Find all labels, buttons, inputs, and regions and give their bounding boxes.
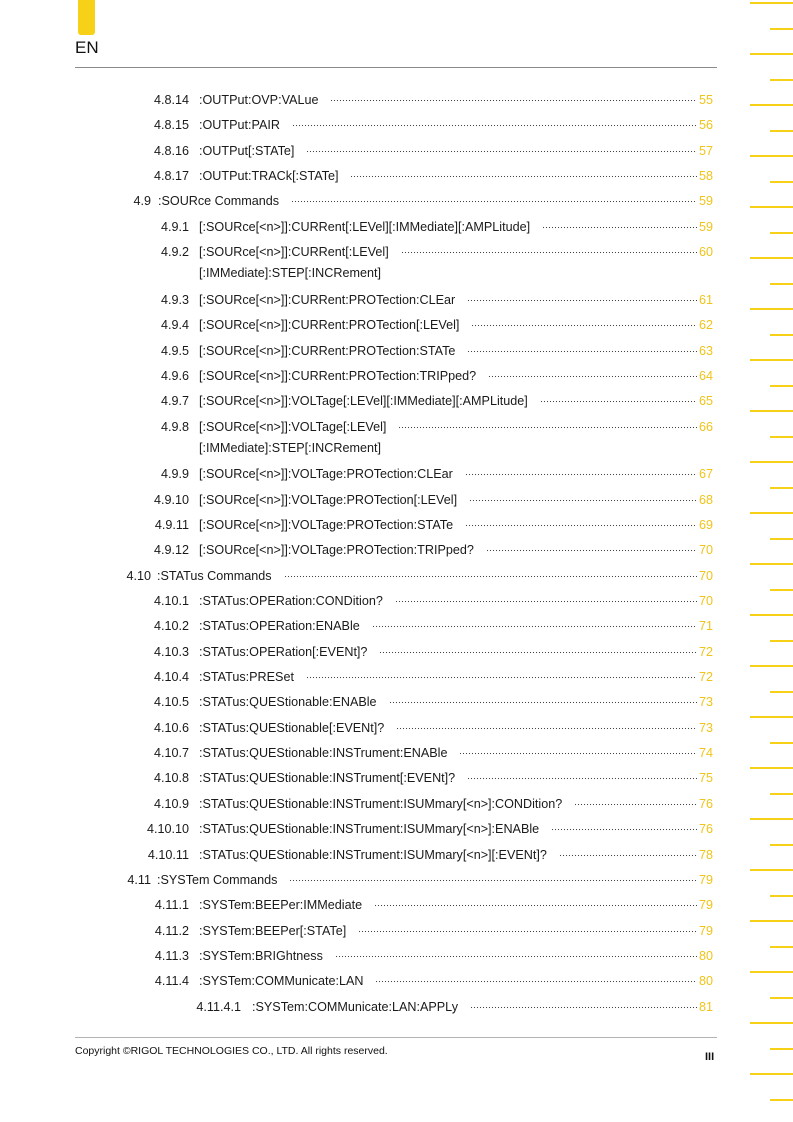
toc-entry-number: 4.9.5 — [160, 343, 189, 358]
toc-entry-number: 4.11.4 — [154, 974, 189, 989]
edge-stripe — [750, 104, 793, 106]
toc-entry[interactable] — [0, 667, 793, 692]
toc-entry-page-link[interactable]: 63 — [699, 343, 714, 358]
toc-entry[interactable] — [0, 490, 793, 515]
toc-entry[interactable] — [0, 464, 793, 489]
toc-entry-number: 4.11.1 — [154, 898, 189, 913]
toc-entry[interactable] — [0, 515, 793, 540]
edge-stripe — [750, 155, 793, 157]
toc-entry-page-link[interactable]: 70 — [699, 594, 714, 608]
toc-entry-title[interactable]: [:SOURce[<n>]]:VOLTage:PROTection:CLEar — [199, 467, 453, 482]
edge-stripe — [750, 716, 793, 718]
toc-entry-title[interactable]: [:SOURce[<n>]]:VOLTage:PROTection:TRIPped? — [199, 543, 474, 558]
toc-entry-number: 4.9.12 — [153, 543, 189, 558]
edge-stripe — [750, 461, 793, 463]
toc-entry[interactable] — [0, 819, 793, 844]
toc-entry[interactable] — [0, 768, 793, 793]
edge-stripe — [750, 2, 793, 4]
toc-entry-title-continued[interactable]: [:IMMediate]:STEP[:INCRement] — [199, 440, 381, 455]
edge-stripe — [770, 232, 793, 234]
toc-entry-number: 4.11.4.1 — [196, 999, 241, 1014]
edge-stripe — [750, 53, 793, 55]
toc-entry-page-link[interactable]: 79 — [699, 923, 714, 938]
edge-stripe — [770, 1099, 793, 1101]
edge-stripe-decoration — [750, 0, 793, 1122]
toc-entry-title[interactable]: [:SOURce[<n>]]:VOLTage:PROTection:STATe — [199, 517, 454, 532]
toc-entry-page-link[interactable]: 61 — [699, 292, 714, 307]
toc-entry-page-link[interactable]: 65 — [699, 394, 714, 409]
edge-stripe — [750, 359, 793, 361]
toc-entry[interactable] — [0, 743, 793, 768]
toc-leader-dots — [395, 600, 697, 603]
toc-leader-dots — [459, 752, 697, 755]
toc-entry-title[interactable]: :STATus Commands — [157, 568, 272, 583]
toc-leader-dots — [467, 777, 697, 780]
edge-stripe — [770, 79, 793, 81]
toc-entry-page-link[interactable]: 79 — [699, 898, 714, 913]
toc-entry-number: 4.11.2 — [154, 923, 189, 938]
toc-entry-number: 4.10.7 — [153, 746, 189, 761]
toc-leader-dots — [358, 930, 697, 933]
toc-entry-page-link[interactable]: 81 — [699, 999, 714, 1014]
toc-entry-page-link[interactable]: 74 — [699, 746, 714, 761]
toc-entry[interactable] — [0, 794, 793, 819]
toc-entry[interactable] — [0, 946, 793, 971]
toc-leader-dots — [389, 701, 697, 704]
language-label: EN — [75, 38, 99, 57]
toc-entry-title[interactable]: [:SOURce[<n>]]:VOLTage[:LEVel] — [199, 419, 387, 434]
toc-entry-number: 4.10.9 — [153, 796, 189, 811]
toc-entry-number: 4.10.5 — [153, 695, 189, 710]
toc-entry-page-link[interactable]: 60 — [699, 245, 714, 260]
footer-page-number: III — [705, 1051, 715, 1063]
toc-entry-number: 4.10.11 — [147, 847, 189, 862]
toc-entry-page-link[interactable]: 59 — [699, 219, 714, 234]
toc-leader-dots — [375, 980, 697, 983]
toc-entry-page-link[interactable]: 73 — [699, 695, 714, 710]
toc-entry-number: 4.9.6 — [160, 368, 189, 383]
toc-entry[interactable] — [0, 141, 793, 166]
toc-entry-title[interactable]: :STATus:QUEStionable:ENABle — [199, 695, 377, 710]
edge-stripe — [750, 971, 793, 973]
toc-entry-title[interactable]: :STATus:QUEStionable:INSTrument:ISUMmary[<n>][:EVENt]? — [199, 847, 547, 862]
toc-entry-page-link[interactable]: 67 — [699, 467, 714, 482]
toc-leader-dots — [335, 955, 697, 958]
toc-entry-title[interactable]: :STATus:PRESet — [199, 670, 294, 685]
toc-entry[interactable] — [0, 921, 793, 946]
copyright-notice: Copyright ©RIGOL TECHNOLOGIES CO., LTD. All rights reserved. — [75, 1045, 388, 1057]
toc-entry-page-link[interactable]: 76 — [699, 822, 714, 837]
toc-leader-dots — [350, 175, 697, 178]
toc-entry-number: 4.10 — [126, 568, 151, 583]
toc-entry-number: 4.10.4 — [153, 670, 189, 685]
toc-entry-number: 4.9.1 — [160, 219, 189, 234]
chapter-tab — [78, 0, 95, 35]
edge-stripe — [770, 640, 793, 642]
edge-stripe — [770, 844, 793, 846]
toc-entry-number: 4.9.11 — [154, 517, 189, 532]
toc-leader-dots — [289, 879, 697, 882]
toc-entry-title[interactable]: :OUTPut:OVP:VALue — [199, 93, 319, 107]
edge-stripe — [770, 742, 793, 744]
toc-entry-title[interactable]: :SYSTem:COMMunicate:LAN:APPLy — [252, 999, 459, 1014]
toc-entry-number: 4.10.10 — [146, 822, 189, 837]
toc-entry-number: 4.8.16 — [153, 143, 189, 158]
toc-leader-dots — [470, 1006, 697, 1009]
edge-stripe — [750, 818, 793, 820]
toc-entry[interactable] — [0, 115, 793, 140]
toc-entry-title[interactable]: :SYSTem:BEEPer:IMMediate — [199, 898, 363, 913]
edge-stripe — [750, 869, 793, 871]
toc-leader-dots — [372, 625, 697, 628]
toc-leader-dots — [540, 400, 697, 403]
edge-stripe — [750, 920, 793, 922]
footer-divider — [75, 1037, 717, 1038]
edge-stripe — [750, 257, 793, 259]
edge-stripe — [770, 691, 793, 693]
edge-stripe — [770, 538, 793, 540]
toc-entry[interactable] — [0, 290, 793, 315]
toc-leader-dots — [574, 803, 697, 806]
edge-stripe — [770, 130, 793, 132]
toc-leader-dots — [330, 99, 697, 102]
toc-entry[interactable] — [0, 90, 793, 115]
toc-entry-page-link[interactable]: 80 — [699, 974, 714, 989]
toc-entry-number: 4.9.7 — [160, 394, 189, 409]
toc-entry-number: 4.9.9 — [160, 467, 189, 482]
toc-leader-dots — [396, 727, 697, 730]
edge-stripe — [770, 487, 793, 489]
toc-entry[interactable] — [0, 566, 793, 591]
toc-entry-number: 4.8.17 — [153, 169, 189, 184]
toc-entry-page-link[interactable]: 62 — [699, 318, 714, 333]
toc-entry-number: 4.10.1 — [153, 594, 189, 608]
toc-entry-title[interactable]: :SYSTem:BEEPer[:STATe] — [199, 923, 347, 938]
toc-entry-title[interactable]: :STATus:OPERation:ENABle — [199, 619, 360, 634]
toc-leader-dots — [471, 324, 697, 327]
toc-leader-dots — [291, 200, 697, 203]
toc-entry-page-link[interactable]: 72 — [699, 644, 714, 659]
toc-entry-page-link[interactable]: 80 — [699, 948, 714, 963]
toc-entry-number: 4.9.4 — [160, 318, 189, 333]
edge-stripe — [750, 767, 793, 769]
toc-entry[interactable] — [0, 540, 793, 565]
toc-entry-title[interactable]: [:SOURce[<n>]]:CURRent:PROTection[:LEVel] — [199, 318, 460, 333]
toc-entry-number: 4.10.6 — [153, 720, 189, 735]
toc-entry[interactable] — [0, 616, 793, 641]
toc-entry[interactable] — [0, 870, 793, 895]
toc-entry-page-link[interactable]: 66 — [699, 419, 714, 434]
toc-entry-number: 4.9.2 — [160, 245, 189, 260]
toc-entry-page-link[interactable]: 68 — [699, 492, 714, 507]
edge-stripe — [750, 206, 793, 208]
toc-entry-page-link[interactable]: 78 — [699, 847, 714, 862]
toc-entry[interactable] — [0, 166, 793, 191]
toc-entry-title[interactable]: [:SOURce[<n>]]:CURRent[:LEVel][:IMMediate][:AMPLitude] — [199, 219, 531, 234]
toc-entry[interactable] — [0, 366, 793, 391]
toc-entry-page-link[interactable]: 75 — [699, 771, 714, 786]
toc-entry-page-link[interactable]: 73 — [699, 720, 714, 735]
toc-entry-page-link[interactable]: 70 — [699, 568, 714, 583]
toc-entry-number: 4.10.8 — [153, 771, 189, 786]
edge-stripe — [770, 334, 793, 336]
toc-entry-title[interactable]: :OUTPut:TRACk[:STATe] — [199, 169, 339, 184]
toc-leader-dots — [559, 854, 697, 857]
toc-entry-number: 4.8.15 — [153, 118, 189, 133]
toc-entry[interactable] — [0, 341, 793, 366]
toc-entry-title[interactable]: :OUTPut[:STATe] — [199, 143, 295, 158]
toc-entry[interactable] — [0, 997, 793, 1022]
toc-leader-dots — [306, 150, 697, 153]
toc-entry-number: 4.9.3 — [160, 292, 189, 307]
toc-entry-page-link[interactable]: 56 — [699, 118, 714, 133]
toc-entry[interactable] — [0, 391, 793, 416]
toc-entry[interactable] — [0, 191, 793, 216]
toc-entry-number: 4.9.10 — [153, 492, 189, 507]
toc-entry-title[interactable]: :STATus:OPERation:CONDition? — [199, 594, 383, 608]
toc-leader-dots — [398, 426, 697, 429]
edge-stripe — [750, 665, 793, 667]
edge-stripe — [770, 793, 793, 795]
toc-entry-page-link[interactable]: 76 — [699, 796, 714, 811]
header-divider — [75, 67, 717, 68]
toc-entry[interactable] — [0, 971, 793, 996]
toc-entry-page-link[interactable]: 58 — [699, 169, 714, 184]
toc-entry-title[interactable]: :STATus:QUEStionable:INSTrument[:EVENt]? — [199, 771, 456, 786]
edge-stripe — [750, 410, 793, 412]
edge-stripe — [770, 436, 793, 438]
edge-stripe — [770, 946, 793, 948]
edge-stripe — [750, 308, 793, 310]
toc-entry-title[interactable]: :STATus:QUEStionable:INSTrument:ISUMmary[<n>]:CONDition? — [199, 796, 563, 811]
toc-entry-title[interactable]: :SYSTem Commands — [157, 872, 278, 887]
toc-entry[interactable] — [0, 642, 793, 667]
toc-entry-page-link[interactable]: 72 — [699, 670, 714, 685]
edge-stripe — [750, 614, 793, 616]
toc-entry[interactable] — [0, 315, 793, 340]
toc-leader-dots — [488, 375, 697, 378]
toc-entry-title[interactable]: :STATus:QUEStionable:INSTrument:ENABle — [199, 746, 448, 761]
toc-entry-number: 4.11.3 — [154, 948, 189, 963]
toc-entry-number: 4.9.8 — [160, 419, 189, 434]
edge-stripe — [750, 1022, 793, 1024]
edge-stripe — [770, 283, 793, 285]
toc-entry[interactable] — [0, 417, 793, 468]
toc-entry-number: 4.10.2 — [153, 619, 189, 634]
toc-leader-dots — [486, 549, 697, 552]
toc-entry-page-link[interactable]: 57 — [699, 143, 714, 158]
edge-stripe — [770, 1048, 793, 1050]
toc-entry-page-link[interactable]: 71 — [699, 619, 714, 634]
toc-entry-title-continued[interactable]: [:IMMediate]:STEP[:INCRement] — [199, 266, 381, 281]
toc-entry[interactable] — [0, 895, 793, 920]
toc-entry[interactable] — [0, 591, 793, 616]
toc-entry-title[interactable]: [:SOURce[<n>]]:CURRent:PROTection:TRIPped? — [199, 368, 477, 383]
toc-entry[interactable] — [0, 242, 793, 293]
toc-leader-dots — [379, 651, 697, 654]
toc-entry-title[interactable]: :STATus:QUEStionable[:EVENt]? — [199, 720, 385, 735]
toc-leader-dots — [551, 828, 697, 831]
toc-entry-title[interactable]: :STATus:OPERation[:EVENt]? — [199, 644, 368, 659]
toc-entry-page-link[interactable]: 69 — [699, 517, 714, 532]
edge-stripe — [770, 385, 793, 387]
toc-entry[interactable] — [0, 845, 793, 870]
edge-stripe — [770, 181, 793, 183]
edge-stripe — [770, 589, 793, 591]
toc-entry-number: 4.8.14 — [153, 93, 189, 107]
toc-leader-dots — [469, 499, 697, 502]
toc-entry-page-link[interactable]: 70 — [699, 543, 714, 558]
toc-entry-page-link[interactable]: 64 — [699, 368, 714, 383]
toc-entry-title[interactable]: [:SOURce[<n>]]:CURRent:PROTection:CLEar — [199, 292, 456, 307]
toc-entry-title[interactable]: [:SOURce[<n>]]:VOLTage:PROTection[:LEVel] — [199, 492, 458, 507]
toc-leader-dots — [465, 524, 697, 527]
toc-entry[interactable] — [0, 692, 793, 717]
toc-entry-title[interactable]: [:SOURce[<n>]]:CURRent[:LEVel] — [199, 245, 389, 260]
toc-leader-dots — [292, 124, 697, 127]
toc-entry-page-link[interactable]: 79 — [699, 872, 714, 887]
edge-stripe — [770, 28, 793, 30]
toc-leader-dots — [542, 226, 697, 229]
toc-leader-dots — [284, 575, 697, 578]
toc-entry-title[interactable]: :SYSTem:COMMunicate:LAN — [199, 974, 364, 989]
toc-leader-dots — [401, 251, 697, 254]
toc-entry-title[interactable]: [:SOURce[<n>]]:VOLTage[:LEVel][:IMMediate][:AMPLitude] — [199, 394, 528, 409]
toc-entry-title[interactable]: :SYSTem:BRIGhtness — [199, 948, 323, 963]
toc-leader-dots — [467, 350, 697, 353]
edge-stripe — [770, 895, 793, 897]
toc-entry-page-link[interactable]: 59 — [699, 194, 714, 209]
toc-entry-title[interactable]: :OUTPut:PAIR — [199, 118, 280, 133]
toc-entry-title[interactable]: [:SOURce[<n>]]:CURRent:PROTection:STATe — [199, 343, 456, 358]
toc-entry[interactable] — [0, 718, 793, 743]
toc-entry-number: 4.11 — [127, 872, 151, 887]
toc-entry-number: 4.10.3 — [153, 644, 189, 659]
toc-leader-dots — [467, 299, 697, 302]
toc-entry-title[interactable]: :SOURce Commands — [158, 194, 280, 209]
toc-leader-dots — [374, 904, 697, 907]
toc-entry-title[interactable]: :STATus:QUEStionable:INSTrument:ISUMmary[<n>]:ENABle — [199, 822, 540, 837]
edge-stripe — [750, 563, 793, 565]
edge-stripe — [770, 997, 793, 999]
toc-entry-number: 4.9 — [133, 194, 151, 209]
toc-leader-dots — [465, 473, 697, 476]
edge-stripe — [750, 512, 793, 514]
toc-entry-page-link[interactable]: 55 — [699, 93, 714, 107]
toc-leader-dots — [306, 676, 697, 679]
toc-entry[interactable] — [0, 217, 793, 242]
edge-stripe — [750, 1073, 793, 1075]
